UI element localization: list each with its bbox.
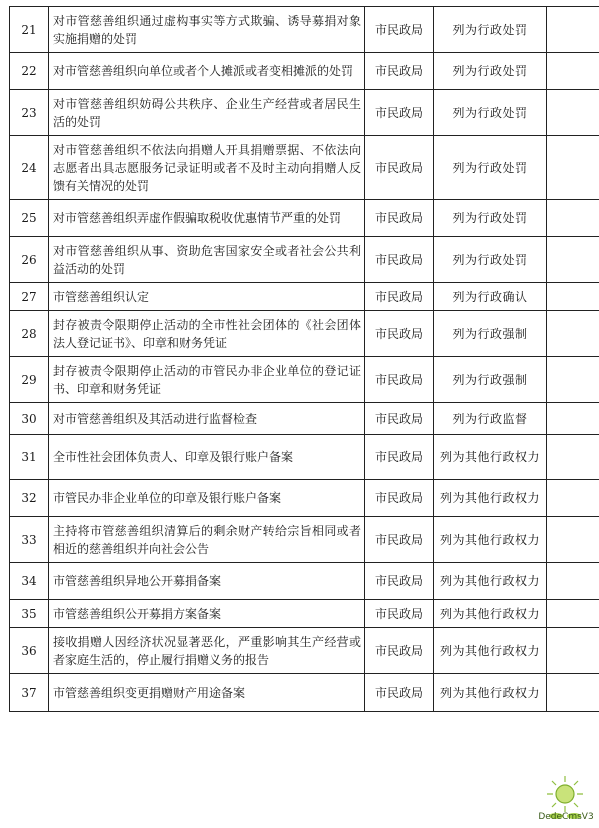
row-item: 对市管慈善组织通过虚构事实等方式欺骗、诱导募捐对象实施捐赠的处罚 (49, 7, 365, 53)
row-classification: 列为行政处罚 (434, 237, 547, 283)
row-note (547, 283, 599, 311)
row-number: 31 (10, 435, 49, 480)
row-note (547, 403, 599, 435)
row-department: 市民政局 (365, 136, 434, 200)
table-body (10, 7, 599, 712)
row-note (547, 136, 599, 200)
row-classification: 列为其他行政权力 (434, 517, 547, 563)
table-row (10, 480, 599, 517)
row-number: 27 (10, 283, 49, 311)
row-note (547, 435, 599, 480)
table-row (10, 237, 599, 283)
table-row (10, 200, 599, 237)
table-row (10, 136, 599, 200)
table-row (10, 435, 599, 480)
table-row (10, 90, 599, 136)
row-item: 主持将市管慈善组织清算后的剩余财产转给宗旨相同或者相近的慈善组织并向社会公告 (49, 517, 365, 563)
row-note (547, 200, 599, 237)
row-item: 封存被责令限期停止活动的市管民办非企业单位的登记证书、印章和财务凭证 (49, 357, 365, 403)
row-department: 市民政局 (365, 628, 434, 674)
table-row (10, 7, 599, 53)
row-number: 29 (10, 357, 49, 403)
row-item: 市管慈善组织公开募捐方案备案 (49, 600, 365, 628)
row-item: 封存被责令限期停止活动的全市性社会团体的《社会团体法人登记证书》、印章和财务凭证 (49, 311, 365, 357)
table-row (10, 600, 599, 628)
row-number: 36 (10, 628, 49, 674)
table-row (10, 283, 599, 311)
row-number: 24 (10, 136, 49, 200)
row-classification: 列为行政处罚 (434, 53, 547, 90)
row-department: 市民政局 (365, 563, 434, 600)
watermark-text: DedeCmsV3 (538, 812, 594, 822)
row-note (547, 53, 599, 90)
row-number: 35 (10, 600, 49, 628)
row-classification: 列为行政处罚 (434, 7, 547, 53)
row-classification: 列为其他行政权力 (434, 480, 547, 517)
row-note (547, 674, 599, 712)
row-classification: 列为行政处罚 (434, 200, 547, 237)
row-item: 对市管慈善组织弄虚作假骗取税收优惠情节严重的处罚 (49, 200, 365, 237)
row-item: 市管慈善组织异地公开募捐备案 (49, 563, 365, 600)
row-item: 市管慈善组织认定 (49, 283, 365, 311)
row-department: 市民政局 (365, 357, 434, 403)
row-number: 30 (10, 403, 49, 435)
row-item: 全市性社会团体负责人、印章及银行账户备案 (49, 435, 365, 480)
row-item: 对市管慈善组织从事、资助危害国家安全或者社会公共利益活动的处罚 (49, 237, 365, 283)
row-department: 市民政局 (365, 283, 434, 311)
row-classification: 列为行政处罚 (434, 90, 547, 136)
row-note (547, 563, 599, 600)
table-row (10, 517, 599, 563)
row-number: 32 (10, 480, 49, 517)
row-number: 37 (10, 674, 49, 712)
row-item: 对市管慈善组织及其活动进行监督检查 (49, 403, 365, 435)
row-department: 市民政局 (365, 200, 434, 237)
row-note (547, 628, 599, 674)
row-classification: 列为其他行政权力 (434, 600, 547, 628)
row-classification: 列为行政强制 (434, 357, 547, 403)
row-department: 市民政局 (365, 403, 434, 435)
row-department: 市民政局 (365, 311, 434, 357)
row-item: 对市管慈善组织妨碍公共秩序、企业生产经营或者居民生活的处罚 (49, 90, 365, 136)
row-number: 34 (10, 563, 49, 600)
table-row (10, 563, 599, 600)
row-number: 25 (10, 200, 49, 237)
row-item: 市管民办非企业单位的印章及银行账户备案 (49, 480, 365, 517)
row-note (547, 480, 599, 517)
row-classification: 列为其他行政权力 (434, 435, 547, 480)
row-classification: 列为其他行政权力 (434, 563, 547, 600)
row-department: 市民政局 (365, 90, 434, 136)
row-note (547, 90, 599, 136)
row-classification: 列为其他行政权力 (434, 674, 547, 712)
row-note (547, 311, 599, 357)
row-item: 对市管慈善组织向单位或者个人摊派或者变相摊派的处罚 (49, 53, 365, 90)
row-note (547, 600, 599, 628)
row-number: 26 (10, 237, 49, 283)
table-row (10, 357, 599, 403)
row-classification: 列为行政监督 (434, 403, 547, 435)
row-number: 22 (10, 53, 49, 90)
row-department: 市民政局 (365, 517, 434, 563)
row-note (547, 357, 599, 403)
row-number: 21 (10, 7, 49, 53)
row-number: 23 (10, 90, 49, 136)
row-department: 市民政局 (365, 674, 434, 712)
row-department: 市民政局 (365, 600, 434, 628)
row-note (547, 237, 599, 283)
row-classification: 列为行政确认 (434, 283, 547, 311)
table-row (10, 674, 599, 712)
row-department: 市民政局 (365, 237, 434, 283)
row-number: 28 (10, 311, 49, 357)
power-list-table (9, 6, 599, 712)
table-row (10, 403, 599, 435)
row-note (547, 517, 599, 563)
row-classification: 列为行政处罚 (434, 136, 547, 200)
row-classification: 列为行政强制 (434, 311, 547, 357)
row-department: 市民政局 (365, 7, 434, 53)
table-row (10, 628, 599, 674)
row-number: 33 (10, 517, 49, 563)
row-department: 市民政局 (365, 435, 434, 480)
row-classification: 列为其他行政权力 (434, 628, 547, 674)
row-department: 市民政局 (365, 53, 434, 90)
row-department: 市民政局 (365, 480, 434, 517)
table-row (10, 311, 599, 357)
row-item: 对市管慈善组织不依法向捐赠人开具捐赠票据、不依法向志愿者出具志愿服务记录证明或者不及时主动向捐赠人反馈有关情况的处罚 (49, 136, 365, 200)
table-row (10, 53, 599, 90)
row-note (547, 7, 599, 53)
row-item: 接收捐赠人因经济状况显著恶化，严重影响其生产经营或者家庭生活的，停止履行捐赠义务的报告 (49, 628, 365, 674)
row-item: 市管慈善组织变更捐赠财产用途备案 (49, 674, 365, 712)
